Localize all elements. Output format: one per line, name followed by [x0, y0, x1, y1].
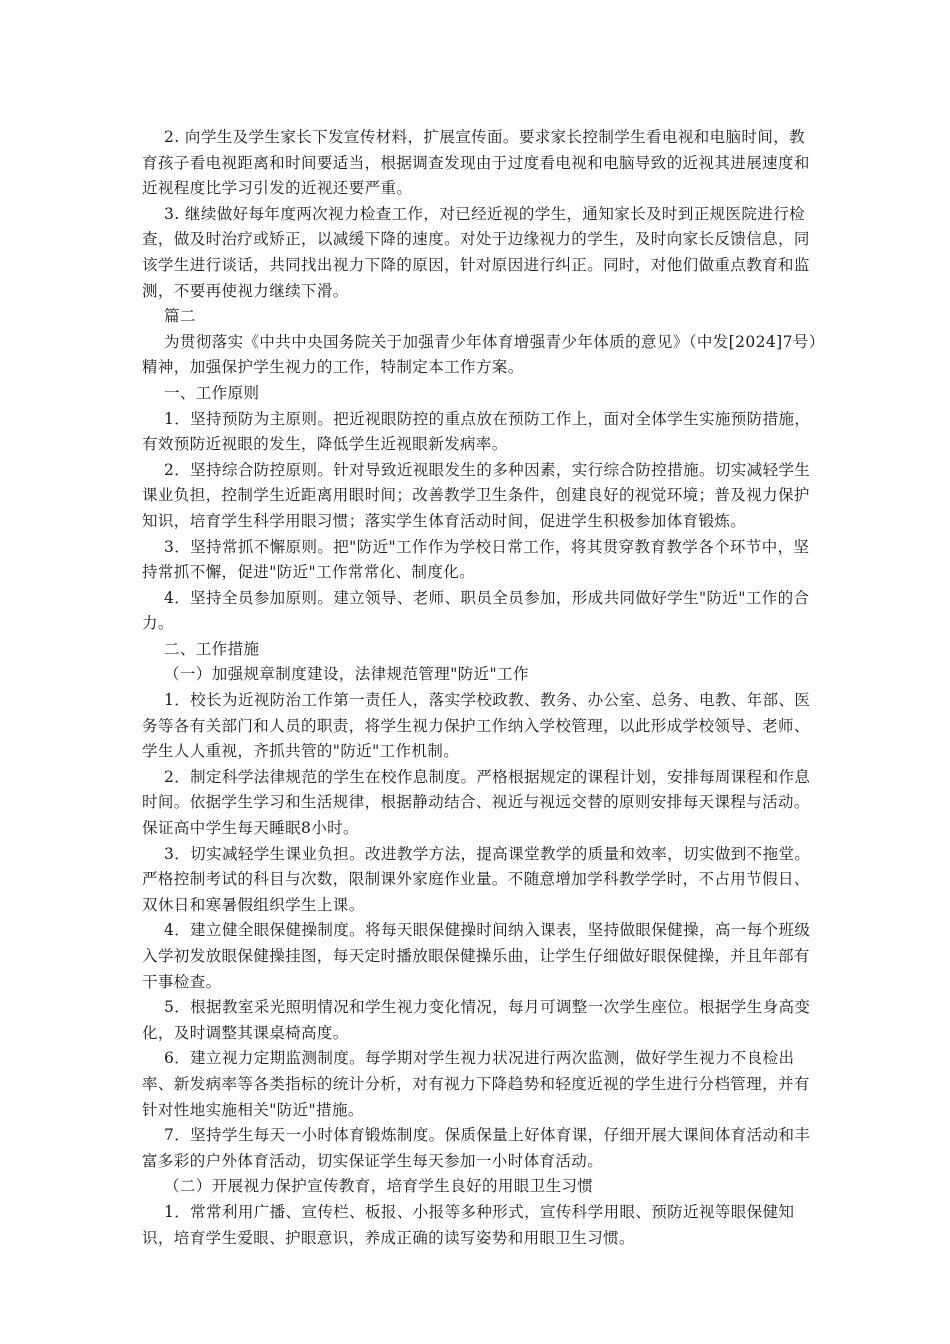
heading-work-principles: 一、工作原则 — [164, 383, 260, 402]
principle-3: 3．坚持常抓不懈原则。把"防近"工作作为学校日常工作，将其贯穿教育教学各个环节中，坚持常抓不懈，促进"防近"工作常常化、制度化。 — [142, 537, 810, 582]
subheading-regulations: （一）加强规章制度建设，法律规范管理"防近"工作 — [164, 665, 529, 684]
principle-1: 1．坚持预防为主原则。把近视眼防控的重点放在预防工作上，面对全体学生实施预防措施，有效预防近视眼的发生，降低学生近视眼新发病率。 — [142, 409, 811, 454]
measure-5: 5．根据教室采光照明情况和学生视力变化情况，每月可调整一次学生座位。根据学生身高变化，及时调整其课桌椅高度。 — [142, 998, 811, 1042]
heading-work-measures: 二、工作措施 — [164, 639, 260, 658]
principle-2: 2．坚持综合防控原则。针对导致近视眼发生的多种因素，实行综合防控措施。切实减轻学生课业负担，控制学生近距离用眼时间；改善教学卫生条件，创建良好的视觉环境；普及视力保护知识，培育学生科学用眼习惯；落实学生体育活动时间，促进学生积极参加体育锻炼。 — [142, 460, 811, 530]
section-heading-part-two: 篇二 — [164, 307, 196, 326]
measure-1: 1．校长为近视防治工作第一责任人，落实学校政教、教务、办公室、总务、电教、年部、医务等各有关部门和人员的职责，将学生视力保护工作纳入学校管理，以此形成学校领导、老师、学生人人重视，齐抓共管的"防近"工作机制。 — [142, 691, 811, 761]
measure-2: 2．制定科学法律规范的学生在校作息制度。严格根据规定的课程计划，安排每周课程和作息时间。依据学生学习和生活规律，根据静动结合、视近与视远交替的原则安排每天课程与活动。保证高中学生每天睡眠8小时。 — [142, 767, 811, 838]
paragraph-intro: 为贯彻落实《中共中央国务院关于加强青少年体育增强青少年体质的意见》（中发[2024]7号）精神，加强保护学生视力的工作，特制定本工作方案。 — [142, 332, 817, 377]
measure-3: 3．切实减轻学生课业负担。改进教学方法，提高课堂教学的质量和效率，切实做到不拖堂。严格控制考试的科目与次数，限制课外家庭作业量。不随意增加学科教学学时，不占用节假日、双休日和寒暑假组织学生上课。 — [142, 844, 811, 914]
subheading-publicity: （二）开展视力保护宣传教育，培育学生良好的用眼卫生习惯 — [164, 1177, 594, 1196]
measure-4: 4．建立健全眼保健操制度。将每天眼保健操时间纳入课表，坚持做眼保健操，高一每个班级入学初发放眼保健操挂图，每天定时播放眼保健操乐曲，让学生仔细做好眼保健操，并且年部有干事检查。 — [142, 921, 811, 991]
document-body — [142, 125, 817, 1251]
paragraph-measure-2: 2. 向学生及学生家长下发宣传材料，扩展宣传面。要求家长控制学生看电视和电脑时间，教育孩子看电视距离和时间要适当，根据调查发现由于过度看电视和电脑导致的近视其进展速度和近视程度比学习引发的近视还要严重。 — [142, 128, 810, 198]
principle-4: 4．坚持全员参加原则。建立领导、老师、职员全员参加，形成共同做好学生"防近"工作的合力。 — [142, 588, 810, 633]
measure-7: 7．坚持学生每天一小时体育锻炼制度。保质保量上好体育课，仔细开展大课间体育活动和丰富多彩的户外体育活动，切实保证学生每天参加一小时体育活动。 — [142, 1126, 811, 1170]
publicity-1: 1．常常利用广播、宣传栏、板报、小报等多种形式，宣传科学用眼、预防近视等眼保健知识，培育学生爱眼、护眼意识，养成正确的读写姿势和用眼卫生习惯。 — [142, 1202, 795, 1247]
measure-6: 6．建立视力定期监测制度。每学期对学生视力状况进行两次监测，做好学生视力不良检出率、新发病率等各类指标的统计分析，对有视力下降趋势和轻度近视的学生进行分档管理，并有针对性地实施相关"防近"措施。 — [142, 1049, 810, 1119]
paragraph-measure-3: 3. 继续做好每年度两次视力检查工作，对已经近视的学生，通知家长及时到正规医院进行检查，做及时治疗或矫正，以减缓下降的速度。对处于边缘视力的学生，及时向家长反馈信息，同该学生进行谈话，共同找出视力下降的原因，针对原因进行纠正。同时，对他们做重点教育和监测，不要再使视力继续下滑。 — [142, 204, 810, 300]
